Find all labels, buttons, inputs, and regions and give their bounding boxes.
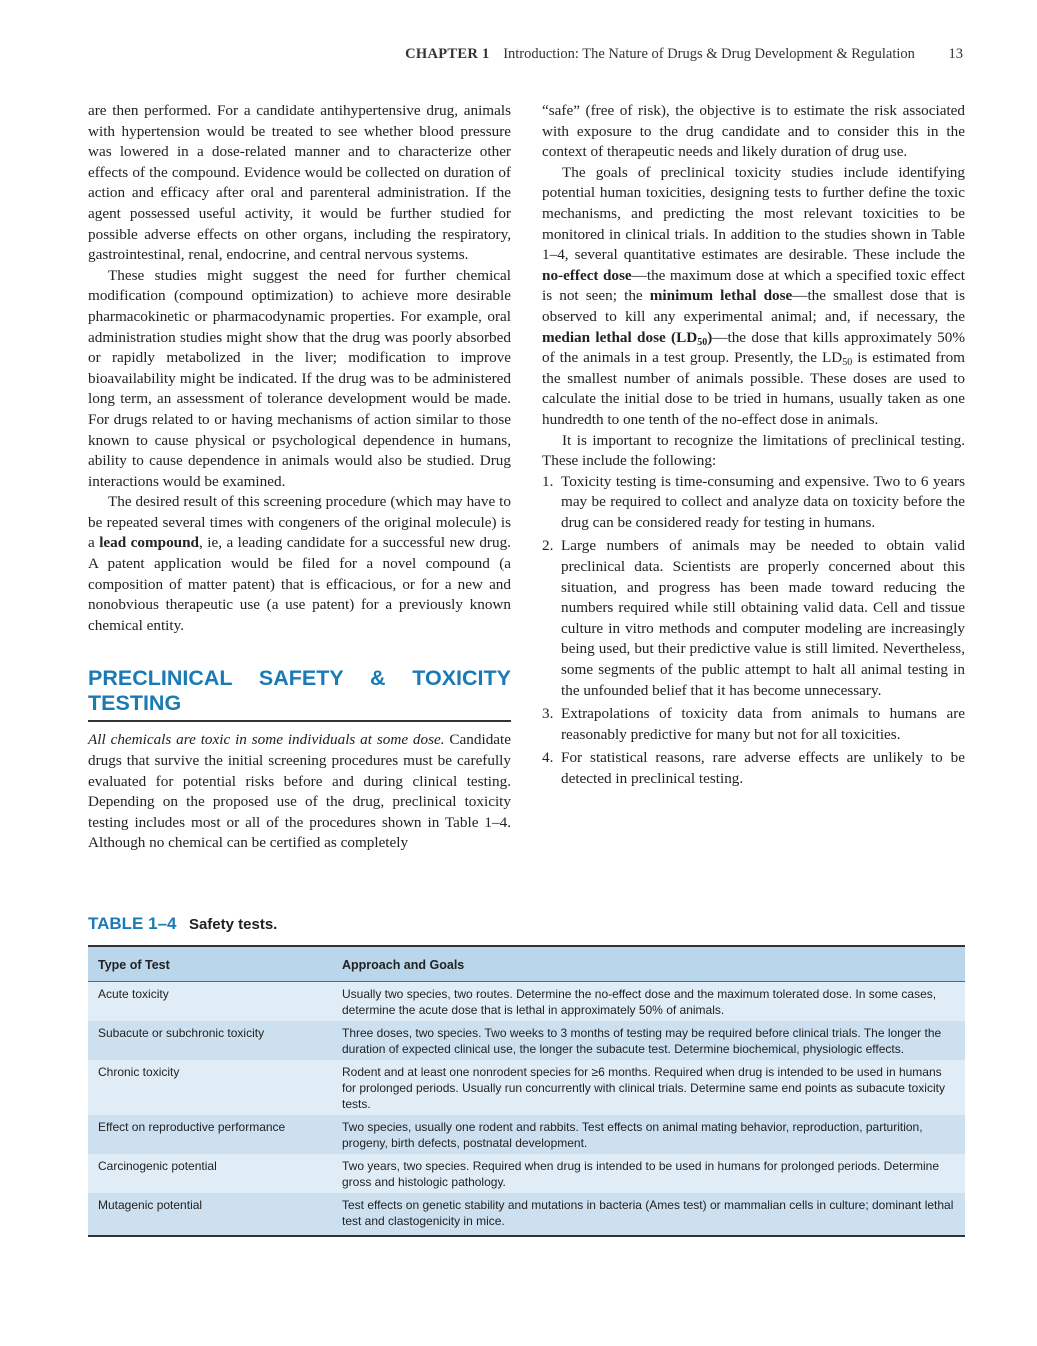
approach-cell: Three doses, two species. Two weeks to 3 months of testing may be required before clinical trials. The longer the duration of expected clinical use, the longer the subacute test. Determine biochemical, physiologic effects. [342,1026,942,1056]
table-number: TABLE 1–4 [88,914,177,933]
paragraph: It is important to recognize the limitations of preclinical testing. These include the following: [542,431,965,470]
text-run: ) [707,328,713,346]
list-text: Large numbers of animals may be needed to obtain valid preclinical data. Scientists are properly concerned about this situation, and progress has been made toward reducing the numbers required while still obtaining valid data. Cell and tissue culture in vitro methods and computer modeling are increasingly being used, but their predictive value is still limited. Nevertheless, some segments of the public attempt to halt all animal testing in the unfounded belief that it has become unnecessary. [561,537,965,699]
column-header: Approach and Goals [332,946,965,982]
term-minimum-lethal-dose: minimum lethal dose [649,287,793,305]
paragraph: are then performed. For a candidate antihypertensive drug, animals with hypertension would be treated to see whether blood pressure was lowered in a dose-related manner and to characterize other effects of the compound. Evidence would be collected on duration of action and efficacy after oral and parenteral administration. If the agent possessed useful activity, it would be further studied for possible adverse effects on other organs, including the respiratory, gastrointestinal, renal, endocrine, and central nervous systems. [88,102,511,264]
table-row [88,1021,965,1060]
list-item [542,704,965,745]
approach-cell: Two years, two species. Required when drug is intended to be used in humans for prolonged periods. Determine gross and histologic pathology. [342,1159,940,1189]
table-header-row [88,946,965,982]
test-type-cell: Acute toxicity [98,987,169,1001]
list-item [542,748,965,789]
text-run: is estimated from the smallest number of animals possible. These doses are used to calculate the initial dose to be tried in humans, usually taken as one hundredth to one tenth of the no-effect dose in animals. [542,349,965,428]
test-type-cell: Carcinogenic potential [98,1159,217,1173]
test-type-cell: Chronic toxicity [98,1065,180,1079]
safety-tests-table [88,945,965,1237]
text-run: , ie, a leading candidate for a successful new drug. A patent application would be filed for a novel compound (a composition of matter patent) that is efficacious, or for a new and nonobvious therapeutic use (a use patent) for a previously known chemical entity. [88,534,511,634]
paragraph [88,730,511,854]
approach-cell: Two species, usually one rodent and rabbits. Test effects on animal mating behavior, reproduction, parturition, progeny, birth defects, postnatal development. [342,1120,923,1150]
text-run: —the smallest dose that is observed to kill any experimental animal; and, if necessary, the [542,287,965,325]
approach-cell: Usually two species, two routes. Determine the no-effect dose and the maximum tolerated dose. In some cases, determine the acute dose that is lethal in approximately 50% of animals. [342,987,937,1017]
list-text: Toxicity testing is time-consuming and expensive. Two to 6 years may be required to collect and analyze data on toxicity before the drug can be considered ready for testing in humans. [561,472,965,531]
subscript: 50 [697,336,708,348]
test-type-cell: Effect on reproductive performance [98,1120,286,1134]
term-no-effect-dose: no-effect dose [542,266,632,284]
text-run: Candidate drugs that survive the initial screening procedures must be carefully evaluated for potential risks before and during clinical testing. Depending on the proposed use of the drug, preclinical toxicity testing includes most or all of the procedures shown in Table 1–4. Although no chemical can be certified as completely [88,731,511,852]
test-type-cell: Mutagenic potential [88,1193,332,1236]
text-run: —the maximum dose at which a specified toxic effect is not seen; the [542,266,965,305]
limitations-list [542,472,965,790]
list-number: 4. [542,749,554,767]
text-run: —the dose that kills approximately 50% of the animals in a test group. Presently, the LD [542,328,965,367]
table-title [88,914,277,934]
italic-lead: All chemicals are toxic in some individuals at some dose. [88,731,445,749]
table-row [88,1060,965,1115]
list-item [542,472,965,534]
section-heading: PRECLINICAL SAFETY & TOXICITY TESTING [88,666,511,722]
list-text: Extrapolations of toxicity data from animals to humans are reasonably predictive for many but not for all toxicities. [561,705,965,743]
list-number: 2. [542,537,554,555]
text-run: The desired result of this screening procedure (which may have to be repeated several times with congeners of the original molecule) is a [88,493,511,552]
term-lead-compound: lead compound [99,534,199,552]
paragraph: These studies might suggest the need for further chemical modification (compound optimization) to achieve more desirable pharmacokinetic or pharmacodynamic properties. For example, oral administration studies might show that the drug was poorly absorbed or rapidly metabolized in the liver; modification to improve bioavailability might be indicated. If the drug was to be administered long term, an assessment of tolerance development would be made. For drugs related to or having mechanisms of action similar to those known to cause physical or psychological dependence in humans, ability to cause dependence in animals would also be studied. Drug interactions would be examined. [88,266,511,490]
running-header [405,46,963,63]
chapter-title: Introduction: The Nature of Drugs & Drug Development & Regulation [503,46,915,62]
table-row [88,982,965,1022]
column-header: Type of Test [88,946,332,982]
term-median-lethal-dose [542,329,712,346]
text-run: median lethal dose (LD [542,328,698,346]
text-run: The goals of preclinical toxicity studies include identifying potential human toxicities, designing tests to further define the toxic mechanisms, and predicting the most relevant toxicities to be monitored in clinical trials. In addition to the studies shown in Table 1–4, several quantitative estimates are desirable. These include the [542,163,965,264]
left-column [88,101,511,854]
chapter-label: CHAPTER 1 [405,46,490,62]
list-item [542,536,965,701]
table-caption: Safety tests. [188,916,278,933]
right-column [542,101,965,793]
approach-cell: Test effects on genetic stability and mutations in bacteria (Ames test) or mammalian cells in culture; dominant lethal test and clastogenicity in mice. [332,1193,965,1236]
list-number: 3. [542,705,554,723]
paragraph [542,163,965,431]
paragraph: “safe” (free of risk), the objective is to estimate the risk associated with exposure to the drug candidate and to consider this in the context of therapeutic needs and likely duration of drug use. [542,102,965,161]
list-text: For statistical reasons, rare adverse effects are unlikely to be detected in preclinical testing. [561,749,965,787]
approach-cell: Rodent and at least one nonrodent species for ≥6 months. Required when drug is intended to be used in humans for prolonged periods. Usually run concurrently with clinical trials. Determine same end points as subacute toxicity tests. [342,1065,945,1111]
table-row [88,1115,965,1154]
list-number: 1. [542,472,554,490]
paragraph [88,492,511,636]
subscript: 50 [842,357,853,369]
test-type-cell: Subacute or subchronic toxicity [98,1026,265,1040]
table-row [88,1193,965,1236]
table-row [88,1154,965,1193]
page-number: 13 [948,46,963,62]
